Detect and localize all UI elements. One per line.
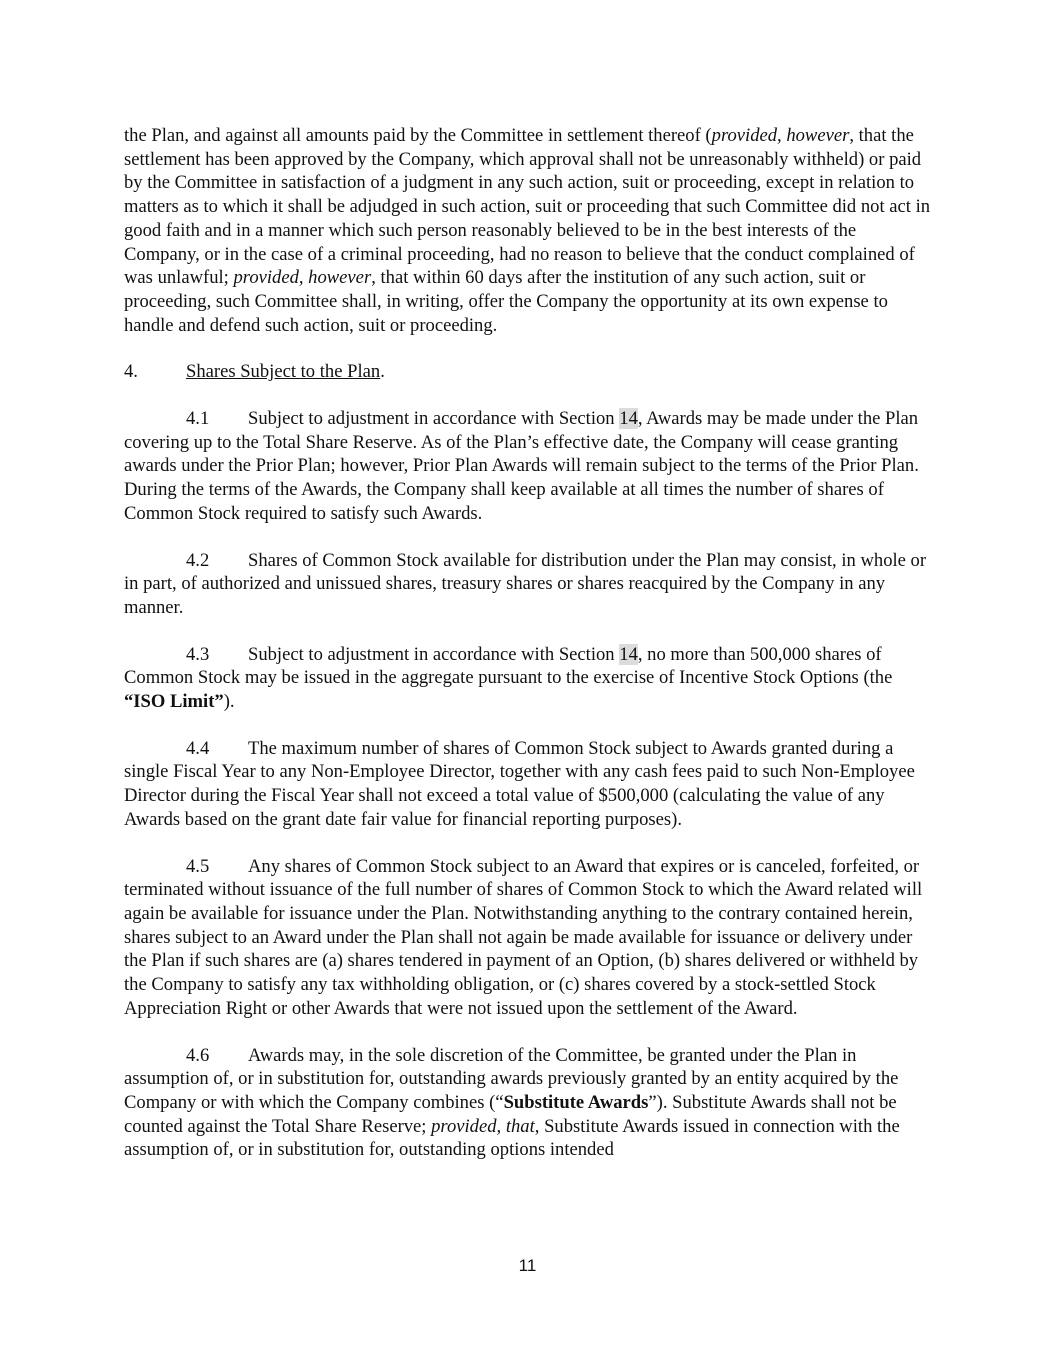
paragraph-4-1: 4.1 Subject to adjustment in accordance with Section 14, Awards may be made under the Plan covering up to the Total Share Reserve. As of the Plan’s effective date, the Company will cease granting awards under the Prior Plan; however, Prior Plan Awards will remain subject to the terms of the Prior Plan. During the terms of the Awards, the Company shall keep available at all times the number of shares of Common Stock required to satisfy such Awards.	[124, 408, 919, 524]
section-reference: 14	[619, 643, 638, 665]
paragraph-number: 4.4	[186, 737, 210, 759]
paragraph-indemnification-continued: the Plan, and against all amounts paid by the Committee in settlement thereof (provided, however, that the settlement has been approved by the Company, which approval shall not be unreasonably withheld) or paid by the Committee in satisfaction of a judgment in any such action, suit or proceeding, except in relation to matters as to which it shall be adjudged in such action, suit or proceeding that such Committee did not act in good faith and in a manner which such person reasonably believed to be in the best interests of the Company, or in the case of a criminal proceeding, had no reason to believe that the conduct complained of was unlawful; provided, however, that within 60 days after the institution of any such action, suit or proceeding, such Committee shall, in writing, offer the Company the opportunity at its own expense to handle and defend such action, suit or proceeding.	[124, 125, 931, 336]
paragraph-4-4: 4.4 The maximum number of shares of Common Stock subject to Awards granted during a single Fiscal Year to any Non-Employee Director, together with any cash fees paid to such Non-Employee Director during the Fiscal Year shall not exceed a total value of $500,000 (calculating the value of any Awards based on the grant date fair value for financial reporting purposes).	[124, 737, 915, 830]
paragraph-number: 4.6	[186, 1044, 210, 1066]
page-number: 11	[518, 1256, 537, 1275]
paragraph-number: 4.5	[186, 855, 210, 877]
section-title: Shares Subject to the Plan	[186, 361, 381, 383]
paragraph-4-6: 4.6 Awards may, in the sole discretion of the Committee, be granted under the Plan in assumption of, or in substitution for, outstanding awards previously granted by an entity acquired by the Company or with which the Company combines (“Substitute Awards”). Substitute Awards shall not be counted against the Total Share Reserve; provided, that, Substitute Awards issued in connection with the assumption of, or in substitution for, outstanding options intended	[124, 1044, 900, 1161]
paragraph-number: 4.3	[186, 643, 210, 665]
document-page	[124, 124, 934, 1162]
defined-term: Substitute Awards	[503, 1091, 649, 1113]
paragraph-4-2: 4.2 Shares of Common Stock available for distribution under the Plan may consist, in whole or in part, of authorized and unissued shares, treasury shares or shares reacquired by the Company in any manner.	[124, 549, 927, 618]
paragraph-4-3: 4.3 Subject to adjustment in accordance with Section 14, no more than 500,000 shares of Common Stock may be issued in the aggregate pursuant to the exercise of Incentive Stock Options (the “ISO Limit”).	[124, 643, 893, 713]
section-reference: 14	[619, 408, 638, 430]
section-4-heading: 4. Shares Subject to the Plan.	[124, 361, 385, 383]
paragraph-number: 4.1	[186, 408, 210, 430]
section-number: 4.	[124, 361, 138, 383]
defined-term: “ISO Limit”	[124, 691, 224, 713]
paragraph-4-5: 4.5 Any shares of Common Stock subject to an Award that expires or is canceled, forfeited, or terminated without issuance of the full number of shares of Common Stock to which the Award related will again be available for issuance under the Plan. Notwithstanding anything to the contrary contained herein, shares subject to an Award under the Plan shall not again be made available for issuance or delivery under the Plan if such shares are (a) shares tendered in payment of an Option, (b) shares delivered or withheld by the Company to satisfy any tax withholding obligation, or (c) shares covered by a stock-settled Stock Appreciation Right or other Awards that were not issued upon the settlement of the Award.	[124, 855, 923, 1019]
paragraph-number: 4.2	[186, 549, 210, 571]
